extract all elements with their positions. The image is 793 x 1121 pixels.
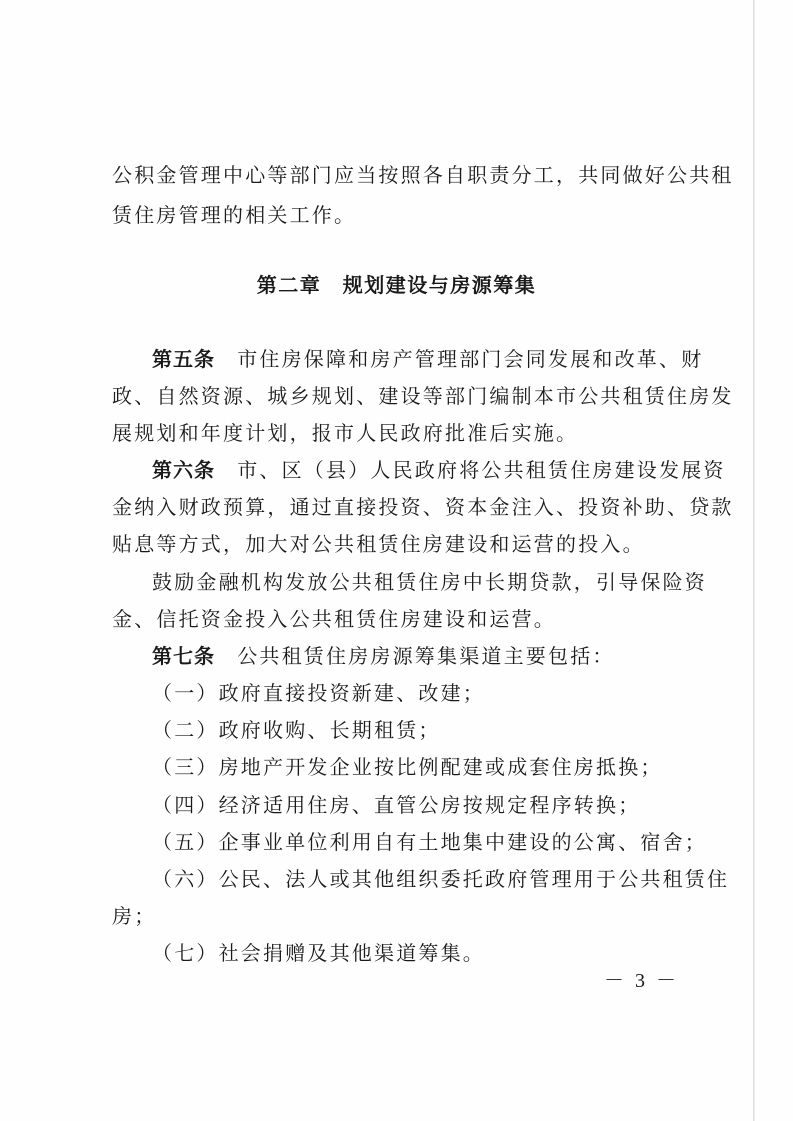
article-7-line-1 [152, 641, 615, 671]
channel-item-5: （五）企事业单位利用自有土地集中建设的公寓、宿舍； [152, 830, 707, 854]
article-6-text-1: 市、区（县）人民政府将公共租赁住房建设发展资 [215, 458, 726, 482]
article-7-number: 第七条 [152, 644, 215, 668]
channel-item-6-continued: 房； [112, 904, 157, 928]
article-7-text-1: 公共租赁住房房源筹集渠道主要包括： [215, 644, 615, 668]
article-5-line-3: 展规划和年度计划，报市人民政府批准后实施。 [112, 421, 579, 445]
channel-item-7: （七）社会捐赠及其他渠道筹集。 [152, 941, 485, 965]
channel-item-2: （二）政府收购、长期租赁； [152, 718, 441, 742]
article-5-text-1: 市住房保障和房产管理部门会同发展和改革、财 [215, 347, 704, 371]
channel-item-4: （四）经济适用住房、直管公房按规定程序转换； [152, 793, 641, 817]
article-5-line-2: 政、自然资源、城乡规划、建设等部门编制本市公共租赁住房发 [112, 384, 734, 408]
finance-paragraph-line-2: 金、信托资金投入公共租赁住房建设和运营。 [112, 607, 556, 631]
channel-item-3: （三）房地产开发企业按比例配建或成套住房抵换； [152, 755, 663, 779]
page-edge-shadow [753, 0, 755, 1121]
channel-item-1: （一）政府直接投资新建、改建； [152, 681, 485, 705]
article-6-number: 第六条 [152, 458, 215, 482]
article-5-line-1 [152, 344, 703, 374]
channel-item-6: （六）公民、法人或其他组织委托政府管理用于公共租赁住 [152, 867, 730, 891]
article-6-line-3: 贴息等方式，加大对公共租赁住房建设和运营的投入。 [112, 532, 645, 556]
article-5-number: 第五条 [152, 347, 215, 371]
intro-line-2: 赁住房管理的相关工作。 [112, 203, 357, 227]
article-6-line-1 [152, 455, 726, 485]
page-number: － 3 － [604, 970, 679, 992]
article-6-line-2: 金纳入财政预算，通过直接投资、资本金注入、投资补助、贷款 [112, 495, 734, 519]
chapter-heading: 第二章 规划建设与房源筹集 [256, 273, 537, 297]
intro-line-1: 公积金管理中心等部门应当按照各自职责分工，共同做好公共租 [112, 163, 734, 187]
finance-paragraph-line-1: 鼓励金融机构发放公共租赁住房中长期贷款，引导保险资 [152, 570, 707, 594]
